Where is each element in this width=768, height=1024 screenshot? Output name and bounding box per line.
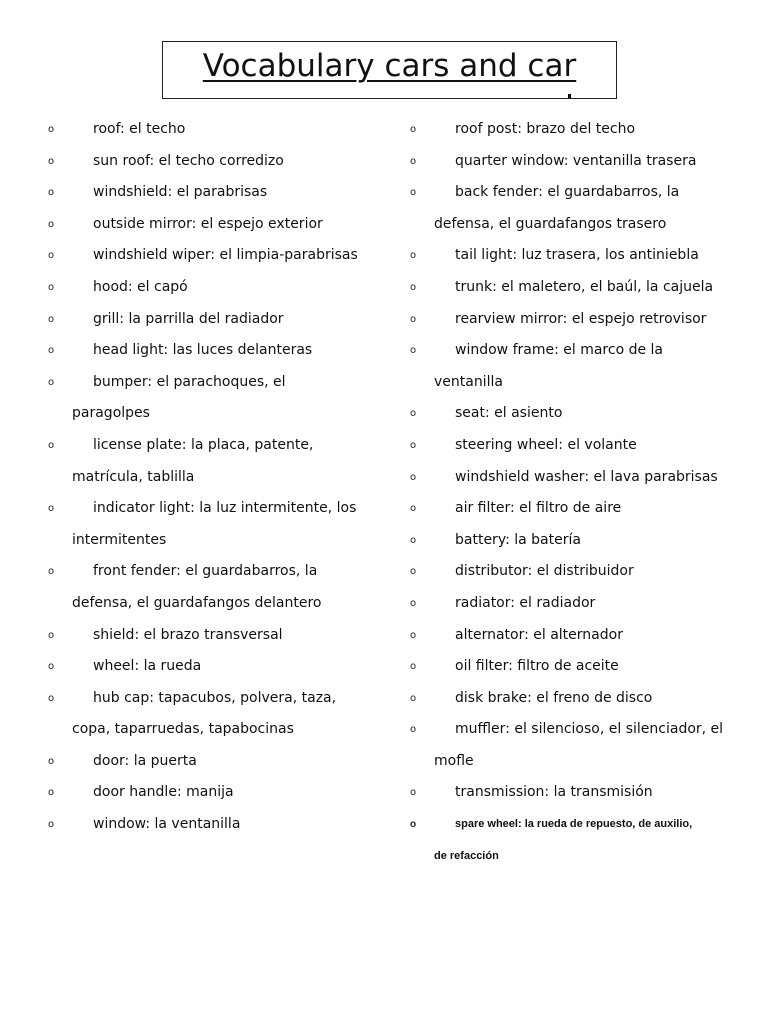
vocab-item: [410, 588, 730, 620]
vocab-item: [410, 114, 730, 146]
vocab-item: [410, 240, 730, 272]
vocab-item: [48, 683, 368, 715]
vocab-item: [410, 177, 730, 209]
vocab-text: shield: el brazo transversal: [93, 626, 283, 643]
vocab-text: outside mirror: el espejo exterior: [93, 215, 323, 232]
vocab-text: windshield wiper: el limpia-parabrisas: [93, 247, 358, 264]
title-box: [162, 41, 617, 99]
vocab-text: head light: las luces delanteras: [93, 342, 313, 359]
vocab-text: alternator: el alternador: [455, 626, 623, 643]
vocab-text: rearview mirror: el espejo retrovisor: [455, 310, 707, 327]
vocab-item: [410, 683, 730, 715]
vocab-text: quarter window: ventanilla trasera: [455, 152, 697, 169]
vocab-item: [410, 620, 730, 652]
bullet-circle-icon: o: [410, 566, 417, 578]
bullet-circle-icon: o: [410, 724, 417, 736]
vocab-text: sun roof: el techo corredizo: [93, 152, 284, 169]
bullet-circle-icon: o: [410, 597, 417, 609]
vocab-item: [410, 651, 730, 683]
vocab-text-continuation: copa, taparruedas, tapabocinas: [72, 721, 294, 738]
vocab-text-continuation: defensa, el guardafangos trasero: [434, 215, 667, 232]
vocab-item: [48, 335, 368, 367]
vocab-text-continuation: defensa, el guardafangos delantero: [72, 594, 322, 611]
bullet-circle-icon: o: [410, 439, 417, 451]
vocab-text: muffler: el silencioso, el silenciador, el: [455, 721, 724, 738]
vocab-item: [410, 304, 730, 336]
vocab-text: seat: el asiento: [455, 405, 563, 422]
vocab-item: [410, 335, 730, 367]
vocab-text: steering wheel: el volante: [455, 436, 637, 453]
vocabulary-list-left: [48, 114, 368, 841]
bullet-circle-icon: o: [410, 313, 417, 325]
vocab-text-continuation: paragolpes: [72, 405, 150, 422]
vocab-item: [48, 556, 368, 588]
vocab-text: front fender: el guardabarros, la: [93, 563, 318, 580]
bullet-circle-icon: o: [410, 534, 417, 546]
vocab-text-continuation: intermitentes: [72, 531, 167, 548]
vocab-item: [48, 146, 368, 178]
vocab-text: windshield washer: el lava parabrisas: [455, 468, 718, 485]
bullet-circle-icon: o: [410, 629, 417, 641]
vocab-text-continuation: matrícula, tablilla: [72, 468, 195, 485]
vocab-text: battery: la batería: [455, 531, 581, 548]
vocab-item: [410, 493, 730, 525]
vocab-item: [410, 556, 730, 588]
vocab-text: hood: el capó: [93, 278, 188, 295]
vocab-item: [410, 525, 730, 557]
bullet-circle-icon: o: [48, 661, 55, 673]
vocabulary-list-right: [410, 114, 730, 872]
bullet-circle-icon: o: [48, 345, 55, 357]
bullet-circle-icon: o: [410, 819, 417, 831]
vocab-text: windshield: el parabrisas: [93, 184, 268, 201]
bullet-circle-icon: o: [48, 313, 55, 325]
vocab-item: [48, 746, 368, 778]
vocab-text: window frame: el marco de la: [455, 342, 663, 359]
bullet-circle-icon: o: [48, 250, 55, 262]
bullet-circle-icon: o: [48, 124, 55, 135]
vocab-item: [48, 777, 368, 809]
vocab-text-continuation: de refacción: [434, 849, 499, 862]
vocab-item: [410, 398, 730, 430]
bullet-circle-icon: o: [48, 376, 55, 388]
vocab-item: [48, 114, 368, 146]
bullet-circle-icon: o: [48, 692, 55, 704]
bullet-circle-icon: o: [410, 250, 417, 262]
vocab-text: door: la puerta: [93, 752, 197, 769]
bullet-circle-icon: o: [48, 439, 55, 451]
vocab-item: [48, 430, 368, 462]
title-clipped-glyph: [568, 94, 571, 98]
bullet-circle-icon: o: [48, 187, 55, 199]
bullet-circle-icon: o: [410, 408, 417, 420]
bullet-circle-icon: o: [410, 471, 417, 483]
vocab-text: oil filter: filtro de aceite: [455, 658, 619, 675]
vocab-text: roof: el techo: [93, 121, 186, 137]
vocab-item: [410, 809, 730, 841]
vocab-text-continuation: mofle: [434, 752, 474, 769]
bullet-circle-icon: o: [48, 755, 55, 767]
bullet-circle-icon: o: [48, 503, 55, 515]
bullet-circle-icon: o: [410, 503, 417, 515]
bullet-circle-icon: o: [410, 155, 417, 167]
vocab-text: spare wheel: la rueda de repuesto, de auxilio,: [455, 818, 693, 831]
bullet-circle-icon: o: [410, 345, 417, 357]
vocab-text: door handle: manija: [93, 784, 234, 801]
vocab-text: bumper: el parachoques, el: [93, 373, 286, 390]
vocab-item: [48, 240, 368, 272]
vocab-text-continuation: ventanilla: [434, 373, 503, 390]
vocab-item: [48, 809, 368, 841]
vocab-text: wheel: la rueda: [93, 658, 202, 675]
vocab-text: license plate: la placa, patente,: [93, 436, 314, 453]
vocab-text: radiator: el radiador: [455, 594, 596, 611]
bullet-circle-icon: o: [410, 187, 417, 199]
bullet-circle-icon: o: [48, 819, 55, 831]
vocab-text: transmission: la transmisión: [455, 784, 653, 801]
vocab-text: roof post: brazo del techo: [455, 121, 636, 137]
vocab-item: [410, 146, 730, 178]
bullet-circle-icon: o: [410, 661, 417, 673]
bullet-circle-icon: o: [410, 281, 417, 293]
vocab-item: [48, 304, 368, 336]
vocab-item: [48, 493, 368, 525]
vocab-item: [410, 430, 730, 462]
vocab-text: grill: la parrilla del radiador: [93, 310, 284, 327]
vocab-item: [48, 367, 368, 399]
bullet-circle-icon: o: [48, 281, 55, 293]
vocab-item: [410, 714, 730, 746]
vocab-item: [48, 272, 368, 304]
bullet-circle-icon: o: [48, 566, 55, 578]
vocab-text: air filter: el filtro de aire: [455, 500, 622, 517]
bullet-circle-icon: o: [410, 787, 417, 799]
vocab-item: [48, 620, 368, 652]
vocab-item: [48, 177, 368, 209]
vocab-text: hub cap: tapacubos, polvera, taza,: [93, 689, 337, 706]
vocab-item: [410, 462, 730, 494]
vocab-item: [410, 777, 730, 809]
bullet-circle-icon: o: [410, 692, 417, 704]
vocab-text: disk brake: el freno de disco: [455, 689, 653, 706]
vocab-text: distributor: el distribuidor: [455, 563, 634, 580]
bullet-circle-icon: o: [48, 155, 55, 167]
vocab-item: [48, 651, 368, 683]
vocab-text: window: la ventanilla: [93, 816, 241, 833]
vocab-item: [48, 209, 368, 241]
vocab-text: indicator light: la luz intermitente, los: [93, 500, 357, 517]
bullet-circle-icon: o: [48, 787, 55, 799]
vocab-item: [410, 272, 730, 304]
bullet-circle-icon: o: [48, 218, 55, 230]
bullet-circle-icon: o: [48, 629, 55, 641]
vocab-text: tail light: luz trasera, los antiniebla: [455, 247, 699, 264]
vocab-text: trunk: el maletero, el baúl, la cajuela: [455, 278, 714, 295]
vocab-text: back fender: el guardabarros, la: [455, 184, 680, 201]
page-title: Vocabulary cars and car: [202, 48, 577, 84]
bullet-circle-icon: o: [410, 124, 417, 135]
